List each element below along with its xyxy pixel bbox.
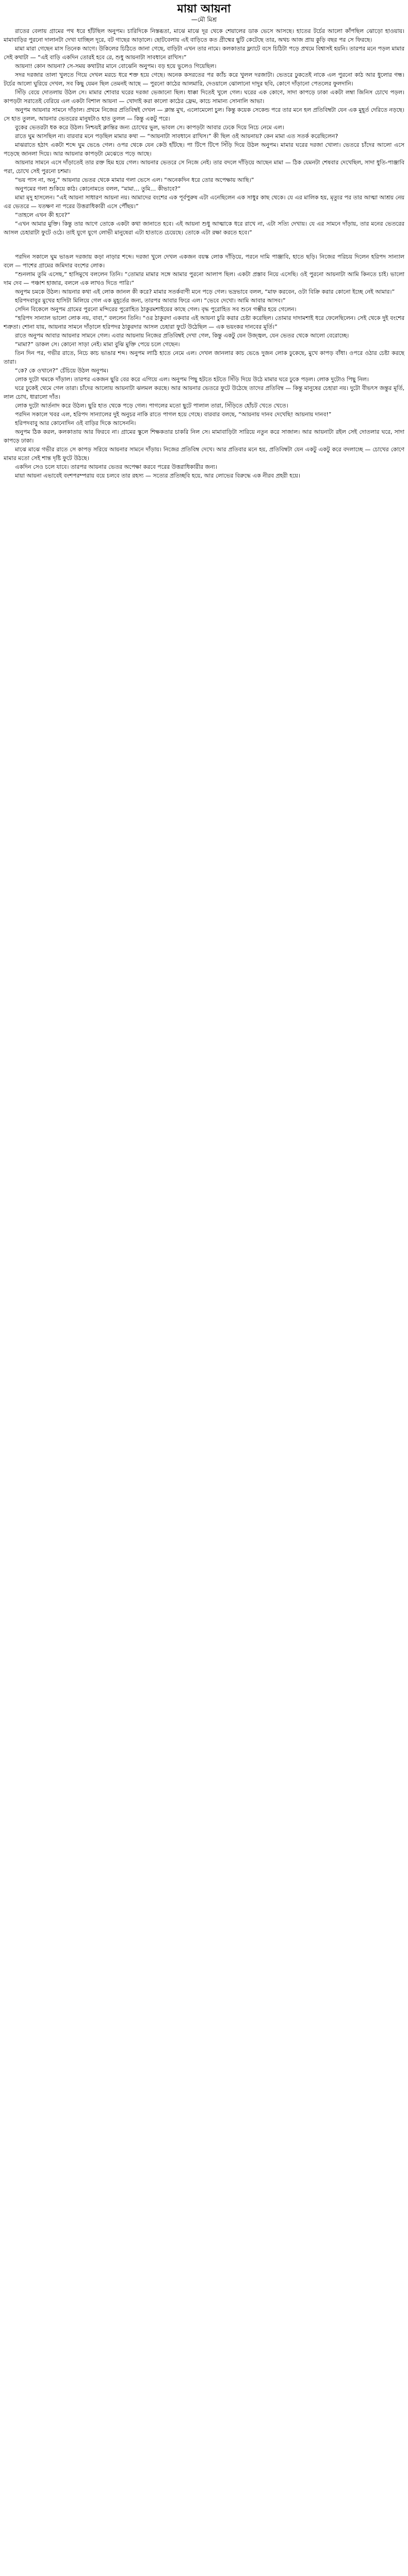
story-paragraph: “শুনলাম তুমি এসেছ,” হাসিমুখে বললেন তিনি। “তোমার মামার সঙ্গে আমার পুরনো আলাপ ছিল। একটা প্রস্তাব নিয়ে এসেছি। ওই পুরনো আয়নাটা আমি কিনতে চাই। ভালো দাম দেব — পঞ্চাশ হাজার, বললে এক লাখও দিতে পারি।” [4,271,404,286]
story-paragraph: অনুপম আয়নার সামনে দাঁড়াল। প্রথমে নিজের প্রতিবিম্বই দেখল — ক্লান্ত মুখ, এলোমেলো চুল। কিন্তু কয়েক সেকেন্ড পরে তার মনে হল প্রতিবিম্বটা যেন এক মুহূর্ত দেরিতে নড়ছে। সে হাত তুলল, আয়নার ভেতরের মানুষটাও হাত তুলল — কিন্তু একটু পরে। [4,107,404,122]
story-paragraph: তিন দিন পর, গভীর রাতে, নিচে কাচ ভাঙার শব্দ। অনুপম লাঠি হাতে নেমে এল। দেখল জানলার কাচ ভেঙে দুজন লোক ঢুকেছে, মুখে কাপড় বাঁধা। ওপরে ওঠার চেষ্টা করছে তারা। [4,350,404,365]
story-body-part-2 [4,252,404,480]
story-paragraph: লোক দুটো থমকে দাঁড়াল। তারপর একজন ছুরি বের করে এগিয়ে এল। অনুপম পিছু হটতে হটতে সিঁড়ি দিয়ে উঠে মামার ঘরে ঢুকে পড়ল। লোক দুটোও পিছু নিল। [15,376,369,383]
story-paragraph: আয়নার সামনে এসে দাঁড়াতেই তার রক্ত হিম হয়ে গেল। আয়নার ভেতরে সে নিজে নেই। তার বদলে দাঁড়িয়ে আছেন মামা — ঠিক যেমনটা শেষবার দেখেছিল, সাদা ধুতি-পাঞ্জাবি পরা, চোখে সেই পুরনো চশমা। [4,159,404,175]
story-title: মায়া আয়না [177,2,231,15]
story-paragraph: বুকের ভেতরটা ধক করে উঠল। নিশ্চয়ই ক্লান্তির জন্য চোখের ভুল, ভাবল সে। কাপড়টা আবার ঢেকে দিয়ে নিচে নেমে এল। [15,124,284,131]
story-paragraph: “মামা?” ডাকল সে। কোনো সাড়া নেই। মামা বুঝি মুক্তি পেয়ে চলে গেছেন। [15,341,180,348]
story-paragraph: হরিপদবাবুর মুখের হাসিটা মিলিয়ে গেল এক মুহূর্তের জন্য, তারপর আবার ফিরে এল। “ভেবে দেখো। আমি আবার আসব।” [15,297,286,304]
story-paragraph: ঘরে ঢুকেই থেমে গেল তারা। চাঁদের আলোয় আয়নাটা ঝলমল করছে। আর আয়নার ভেতরে ফুটে উঠেছে তাদের প্রতিবিম্ব — কিন্তু মানুষের চেহারা নয়। দুটো বীভৎস জন্তুর মূর্তি, লাল চোখ, ধারালো দাঁত। [4,385,404,400]
story-paragraph: রাতের বেলায় গ্রামের পথ ধরে হাঁটছিল অনুপম। চারিদিকে নিস্তব্ধতা, মাঝে মাঝে দূর থেকে শেয়ালের ডাক ভেসে আসছে। হাতের টর্চের আলো কাঁপছিল ঝোড়ো হাওয়ায়। মামাবাড়ির পুরনো দালানটা দেখা যাচ্ছিল দূরে, বট গাছের আড়ালে। ছোটবেলায় এই বাড়িতে কত গ্রীষ্মের ছুটি কেটেছে তার, অথচ আজ প্রায় কুড়ি বছর পর সে ফিরছে। [4,28,404,43]
story-paragraph: রাতে ঘুম আসছিল না। বারবার মনে পড়ছিল মামার কথা — “আয়নাটা সাবধানে রাখিস।” কী ছিল ওই আয়নায়? কেন মামা এত সতর্ক করেছিলেন? [15,133,338,140]
story-paragraph: মামা মারা গেছেন মাস তিনেক আগে। উকিলের চিঠিতে জানা গেছে, বাড়িটা এখন তার নামে। কলকাতার ফ্ল্যাটে বসে চিঠিটা পড়ে প্রথমে বিশ্বাসই হয়নি। তারপর মনে পড়ল মামার সেই কথাটা — “এই বাড়ি একদিন তোরই হবে রে, শুধু আয়নাটা সাবধানে রাখিস।” [4,45,404,61]
story-paragraph: রাতে অনুপম আবার আয়নার সামনে গেল। এবার আয়নায় নিজের প্রতিবিম্বই দেখা গেল, কিন্তু একটু যেন উজ্জ্বল, যেন ভেতর থেকে আলো বেরোচ্ছে। [15,332,349,339]
story-header [4,0,404,24]
story-paragraph: সিঁড়ি বেয়ে দোতলায় উঠল সে। মামার শোবার ঘরের দরজা ভেজানো ছিল। ধাক্কা দিতেই খুলে গেল। ঘরের এক কোণে, সাদা কাপড়ে ঢাকা একটা লম্বা জিনিস চোখে পড়ল। কাপড়টা সরাতেই বেরিয়ে এল একটা বিশাল আয়না — খোদাই করা কালো কাঠের ফ্রেম, কাচে সামান্য সোনালি আভা। [4,89,404,105]
story-paragraph: পরদিন সকালে ঘুম ভাঙল দরজায় কড়া নাড়ার শব্দে। দরজা খুলে দেখল একজন বয়স্ক লোক দাঁড়িয়ে, পরনে দামি পাঞ্জাবি, হাতে ছড়ি। নিজের পরিচয় দিলেন হরিপদ সান্যাল বলে — পাশের গ্রামের জমিদার বংশের লোক। [4,253,404,269]
story-paragraph: “তাহলে এখন কী হবে?” [15,212,70,218]
story-page [4,0,404,480]
story-paragraph: পরদিন সকালে খবর এল, হরিপদ সান্যালের দুই অনুচর নাকি রাতে পাগল হয়ে গেছে। বারবার বলছে, “আয়নায় দানব দেখেছি! আয়নায় দানব!” [15,411,332,418]
story-paragraph: অনুপমের গলা শুকিয়ে কাঠ। কোনোমতে বলল, “মামা… তুমি… কীভাবে?” [15,185,181,192]
section-gap [4,237,404,252]
story-paragraph: “হরিপদ সান্যাল ভালো লোক নয়, বাবা,” বললেন তিনি। “ওর ঠাকুরদা একবার এই আয়না চুরি করার চেষ্টা করেছিল। তোমার দাদামশাই ধরে ফেলেছিলেন। সেই থেকে দুই বংশের শত্রুতা। শোনা যায়, আয়নার সামনে দাঁড়ালে হরিপদর ঠাকুরদার আসল চেহারা ফুটে উঠেছিল — এক ভয়ংকর দানবের মূর্তি।” [4,315,404,330]
story-paragraph: মামা মৃদু হাসলেন। “এই আয়না সাধারণ আয়না নয়। আমাদের বংশের এক পূর্বপুরুষ এটা এনেছিলেন এক সাধুর কাছ থেকে। যে এর মালিক হয়, মৃত্যুর পর তার আত্মা আশ্রয় নেয় এর ভেতরে — যতক্ষণ না পরের উত্তরাধিকারী এসে পৌঁছয়।” [4,194,404,210]
story-paragraph: আয়না! কোন আয়না? সে-সময় কথাটার মানে বোঝেনি অনুপম। বড় হয়ে ভুলেও গিয়েছিল। [15,63,217,70]
story-paragraph: “এখন আমার মুক্তি। কিন্তু তার আগে তোকে একটা কথা জানাতে হবে। এই আয়না শুধু আত্মাকে ধরে রাখে না, এটা সত্যি দেখায়। যে এর সামনে দাঁড়ায়, তার মনের ভেতরের আসল চেহারাটা ফুটে ওঠে। তাই যুগে যুগে লোভী মানুষেরা এটা হাতাতে চেয়েছে। তোকে এটা রক্ষা করতে হবে।” [4,221,404,236]
story-paragraph: সদর দরজার তালা খুলতে গিয়ে দেখল মরচে ধরে শক্ত হয়ে গেছে। অনেক কসরতের পর ক্যাঁচ করে খুলল দরজাটা। ভেতরে ঢুকতেই নাকে এল পুরনো কাঠ আর ধুলোর গন্ধ। টর্চের আলো ঘুরিয়ে দেখল, সব কিছু যেমন ছিল তেমনই আছে — পুরনো কাঠের আলমারি, দেওয়ালে ঝোলানো দাদুর ছবি, কোণে দাঁড়ানো পেতলের ফুলদানি। [4,72,404,87]
story-author: —মৌ মিশ্র [191,16,217,23]
story-paragraph: অনুপম ঠিক করল, কলকাতায় আর ফিরবে না। গ্রামের স্কুলে শিক্ষকতার চাকরি নিল সে। মামাবাড়িটা সারিয়ে নতুন করে সাজাল। আর আয়নাটা রইল সেই দোতলার ঘরে, সাদা কাপড়ে ঢাকা। [4,429,404,444]
story-paragraph: মাঝরাতে হঠাৎ একটা শব্দে ঘুম ভেঙে গেল। ওপর থেকে যেন কেউ হাঁটছে। পা টিপে টিপে সিঁড়ি দিয়ে উঠল অনুপম। মামার ঘরের দরজা খোলা। ভেতরে চাঁদের আলো এসে পড়েছে জানলা দিয়ে। আর আয়নার কাপড়টা মেঝেতে পড়ে আছে। [4,142,404,157]
story-paragraph: লোক দুটো আর্তনাদ করে উঠল। ছুরি হাত থেকে পড়ে গেল। পাগলের মতো ছুটে পালাল তারা, সিঁড়িতে হোঁচট খেতে খেতে। [15,402,288,409]
story-paragraph: সেদিন বিকেলে অনুপম গ্রামের পুরনো মন্দিরের পুরোহিত ঠাকুরমশাইয়ের কাছে গেল। বৃদ্ধ পুরোহিত সব শুনে গম্ভীর হয়ে গেলেন। [15,306,297,313]
story-paragraph: অনুপম চমকে উঠল। আয়নার কথা এই লোক জানল কী করে? মামার সতর্কবাণী মনে পড়ে গেল। ভদ্রভাবে বলল, “মাফ করবেন, ওটা বিক্রি করার কোনো ইচ্ছে নেই আমার।” [15,289,395,295]
story-paragraph: মায়া আয়না এভাবেই বংশপরম্পরায় বয়ে চলবে তার রহস্য — সত্যের প্রতিচ্ছবি হয়ে, আর লোভের বিরুদ্ধে এক নীরব প্রহরী হয়ে। [15,472,300,479]
story-paragraph: “কে? কে ওখানে?” চেঁচিয়ে উঠল অনুপম। [15,367,108,374]
story-paragraph: “ভয় পাস না, অনু,” আয়নার ভেতর থেকে মামার গলা ভেসে এল। “অনেকদিন ধরে তোর অপেক্ষায় আছি।” [15,177,254,183]
story-body-part-1 [4,27,404,237]
story-paragraph: মাঝে মাঝে গভীর রাতে সে কাপড় সরিয়ে আয়নার সামনে দাঁড়ায়। নিজের প্রতিবিম্ব দেখে। আর প্রতিবার মনে হয়, প্রতিবিম্বটা যেন একটু একটু করে বদলাচ্ছে — চোখের কোণে মামার মতো সেই শান্ত দৃষ্টি ফুটে উঠছে। [4,446,404,462]
story-paragraph: একদিন সেও চলে যাবে। তারপর আয়নার ভেতর অপেক্ষা করবে পরের উত্তরাধিকারীর জন্য। [15,464,217,470]
story-paragraph: হরিপদবাবু আর কোনোদিন ওই বাড়ির দিকে আসেননি। [15,420,136,427]
